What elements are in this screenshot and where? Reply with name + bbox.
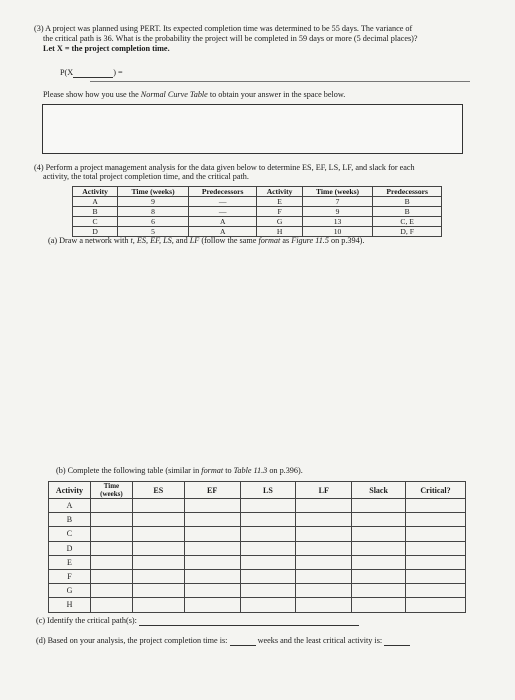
data-cell: A (188, 227, 257, 237)
answer-cell[interactable] (406, 499, 466, 513)
answer-cell[interactable] (296, 527, 352, 541)
answer-cell[interactable] (240, 541, 296, 555)
data-cell: B (373, 197, 442, 207)
data-cell: E (257, 197, 302, 207)
schedule-answer-table (48, 481, 466, 613)
q3-line2: the critical path is 36. What is the probability the project will be completed in 59 days or more (5 decimal places)? (43, 34, 418, 43)
answer-cell[interactable] (90, 569, 132, 583)
col-header: Time (weeks) (90, 482, 132, 499)
data-cell: 9 (302, 207, 373, 217)
activity-label: F (49, 569, 91, 583)
data-cell: — (188, 197, 257, 207)
col-header: Predecessors (188, 187, 257, 197)
answer-cell[interactable] (296, 499, 352, 513)
activity-label: C (49, 527, 91, 541)
answer-cell[interactable] (240, 584, 296, 598)
answer-cell[interactable] (352, 598, 406, 612)
answer-cell[interactable] (406, 513, 466, 527)
answer-cell[interactable] (296, 598, 352, 612)
q4-part-c: (c) Identify the critical path(s): (36, 616, 359, 626)
col-header: Time (weeks) (302, 187, 373, 197)
data-cell: 6 (118, 217, 189, 227)
data-cell: C, E (373, 217, 442, 227)
answer-cell[interactable] (406, 541, 466, 555)
answer-cell[interactable] (240, 598, 296, 612)
answer-cell[interactable] (240, 499, 296, 513)
q3-prob-prefix: P(X (60, 68, 74, 77)
answer-cell[interactable] (406, 584, 466, 598)
answer-table-row (49, 584, 466, 598)
answer-cell[interactable] (352, 541, 406, 555)
q4-part-b: (b) Complete the following table (similar in format to Table 11.3 on p.396). (56, 466, 303, 475)
answer-cell[interactable] (406, 569, 466, 583)
answer-table-row (49, 527, 466, 541)
data-cell: H (257, 227, 302, 237)
answer-table-row (49, 499, 466, 513)
col-header: LF (296, 482, 352, 499)
q3-instruction: Please show how you use the Normal Curve Table to obtain your answer in the space below. (43, 90, 346, 99)
activity-label: B (49, 513, 91, 527)
col-header: Activity (49, 482, 91, 499)
answer-cell[interactable] (90, 527, 132, 541)
answer-cell[interactable] (90, 598, 132, 612)
data-cell: D, F (373, 227, 442, 237)
least-critical-blank[interactable] (384, 645, 410, 646)
answer-table-row (49, 569, 466, 583)
answer-cell[interactable] (184, 527, 240, 541)
project-data-table (72, 186, 442, 237)
q3-line3: Let X = the project completion time. (43, 44, 170, 53)
answer-cell[interactable] (90, 499, 132, 513)
col-header: Predecessors (373, 187, 442, 197)
col-header: LS (240, 482, 296, 499)
answer-cell[interactable] (352, 527, 406, 541)
answer-cell[interactable] (132, 555, 184, 569)
data-table-row (73, 217, 442, 227)
network-drawing-area[interactable] (48, 250, 468, 460)
data-cell: 8 (118, 207, 189, 217)
answer-cell[interactable] (240, 555, 296, 569)
data-table-row (73, 197, 442, 207)
data-cell: D (73, 227, 118, 237)
answer-cell[interactable] (352, 569, 406, 583)
answer-cell[interactable] (352, 499, 406, 513)
data-table-row (73, 227, 442, 237)
data-cell: B (73, 207, 118, 217)
data-cell: 7 (302, 197, 373, 207)
data-cell: F (257, 207, 302, 217)
answer-cell[interactable] (184, 555, 240, 569)
q4-line1: (4) Perform a project management analysis for the data given below to determine ES, EF, LS, LF, and slack for each (34, 163, 415, 172)
data-cell: 9 (118, 197, 189, 207)
answer-cell[interactable] (240, 527, 296, 541)
answer-cell[interactable] (132, 499, 184, 513)
data-cell: B (373, 207, 442, 217)
answer-cell[interactable] (132, 513, 184, 527)
answer-cell[interactable] (352, 555, 406, 569)
activity-label: E (49, 555, 91, 569)
col-header: Activity (257, 187, 302, 197)
q4-part-d: (d) Based on your analysis, the project completion time is: weeks and the least critical activity is: (36, 636, 410, 646)
answer-cell[interactable] (90, 584, 132, 598)
data-table-header-row (73, 187, 442, 197)
q4-line2: activity, the total project completion time, and the critical path. (43, 172, 249, 181)
answer-cell[interactable] (184, 584, 240, 598)
answer-cell[interactable] (90, 513, 132, 527)
col-header: Slack (352, 482, 406, 499)
q3-prob-blank[interactable] (73, 77, 113, 78)
answer-table-row (49, 598, 466, 612)
data-cell: 10 (302, 227, 373, 237)
answer-cell[interactable] (184, 499, 240, 513)
answer-table-header-row (49, 482, 466, 499)
data-cell: G (257, 217, 302, 227)
activity-label: D (49, 541, 91, 555)
col-header: Activity (73, 187, 118, 197)
answer-cell[interactable] (406, 598, 466, 612)
answer-cell[interactable] (240, 569, 296, 583)
answer-cell[interactable] (296, 541, 352, 555)
answer-cell[interactable] (184, 513, 240, 527)
answer-cell[interactable] (184, 569, 240, 583)
answer-table-row (49, 541, 466, 555)
data-cell: C (73, 217, 118, 227)
answer-cell[interactable] (240, 513, 296, 527)
data-cell: A (73, 197, 118, 207)
answer-cell[interactable] (184, 541, 240, 555)
answer-cell[interactable] (296, 513, 352, 527)
answer-cell[interactable] (90, 541, 132, 555)
col-header: Critical? (406, 482, 466, 499)
answer-cell[interactable] (132, 584, 184, 598)
q3-probability-line (60, 68, 123, 78)
completion-time-blank[interactable] (230, 645, 256, 646)
q3-line1: (3) A project was planned using PERT. Its expected completion time was determined to be 55 days. The variance of (34, 24, 413, 33)
col-header: ES (132, 482, 184, 499)
activity-label: H (49, 598, 91, 612)
answer-cell[interactable] (90, 555, 132, 569)
answer-cell[interactable] (132, 598, 184, 612)
answer-cell[interactable] (406, 555, 466, 569)
answer-cell[interactable] (352, 513, 406, 527)
answer-cell[interactable] (132, 527, 184, 541)
data-cell: A (188, 217, 257, 227)
answer-table-row (49, 555, 466, 569)
answer-cell[interactable] (184, 598, 240, 612)
answer-cell[interactable] (296, 584, 352, 598)
data-cell: 5 (118, 227, 189, 237)
q3-prob-suffix: ) = (113, 68, 123, 77)
q4-part-a: (a) Draw a network with t, ES, EF, LS, and LF (follow the same format as Figure 11.5 on p.394). (48, 236, 365, 245)
critical-path-blank[interactable] (139, 625, 359, 626)
answer-cell[interactable] (296, 555, 352, 569)
q3-answer-line[interactable] (90, 81, 470, 82)
col-header: Time (weeks) (118, 187, 189, 197)
activity-label: G (49, 584, 91, 598)
answer-table-row (49, 513, 466, 527)
answer-cell[interactable] (406, 527, 466, 541)
answer-cell[interactable] (132, 541, 184, 555)
data-table-row (73, 207, 442, 217)
answer-cell[interactable] (132, 569, 184, 583)
activity-label: A (49, 499, 91, 513)
data-cell: — (188, 207, 257, 217)
answer-cell[interactable] (296, 569, 352, 583)
col-header: EF (184, 482, 240, 499)
data-cell: 13 (302, 217, 373, 227)
answer-cell[interactable] (352, 584, 406, 598)
q3-work-box[interactable] (42, 104, 463, 154)
